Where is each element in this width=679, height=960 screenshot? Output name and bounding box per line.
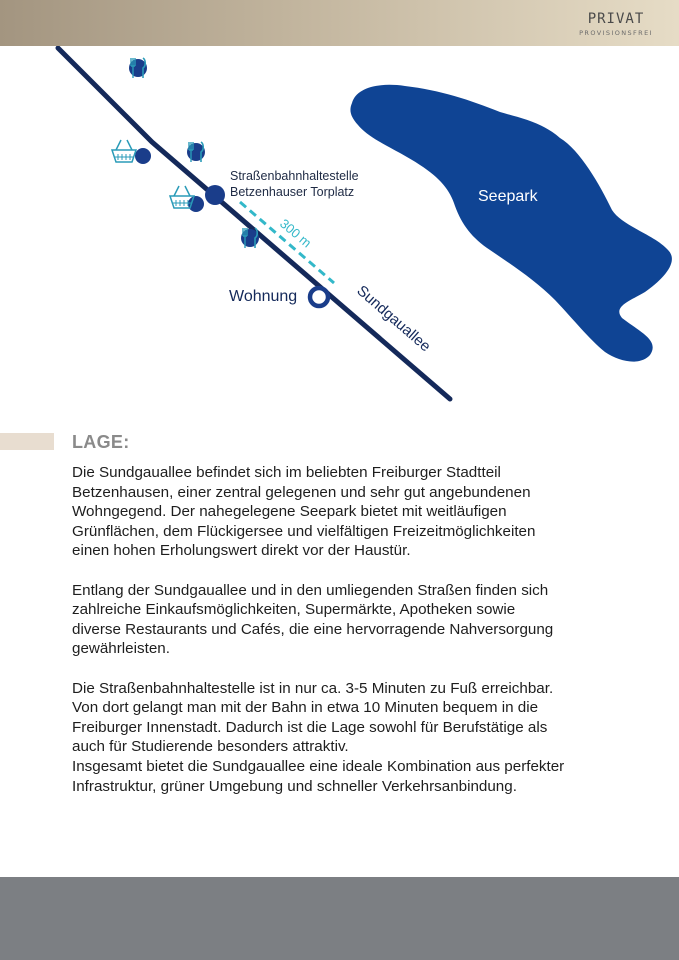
tram-stop-marker: [205, 185, 225, 205]
brand-title: PRIVAT: [587, 11, 645, 27]
paragraph-transport: Die Straßenbahnhaltestelle ist in nur ca. 3-5 Minuten zu Fuß erreichbar. Von dort gelangt man mit der Bahn in etwa 10 Minuten bequem in die Freiburger Innenstadt. Dadurch ist die Lage sowohl für Berufstätige als auch für Studierende besonders attraktiv. Insgesamt bietet die Sundgauallee eine ideale Kombination aus perfekter Infrastruktur, grüner Umgebung und schneller Verkehrsanbindung.: [72, 679, 565, 795]
restaurant-icon: [129, 58, 147, 78]
street-label: Sundgauallee: [353, 282, 434, 356]
seepark-label: Seepark: [478, 188, 538, 205]
shopping-basket-icon: [170, 186, 194, 208]
section-body: [72, 463, 632, 796]
section-title: LAGE:: [72, 432, 130, 452]
header-bar: [0, 0, 679, 46]
location-map: [0, 46, 679, 416]
brand-subtitle: PROVISIONSFREI: [579, 29, 653, 37]
apartment-marker: [310, 288, 328, 306]
tram-stop-label-line1: Straßenbahnhaltestelle: [230, 169, 359, 183]
paragraph-shopping: Entlang der Sundgauallee und in den umliegenden Straßen finden sich zahlreiche Einkaufsmöglichkeiten, Supermärkte, Apotheken sowie diverse Restaurants und Cafés, die eine hervorragende Nahversorgung gewährleisten.: [72, 581, 554, 658]
restaurant-icon: [241, 228, 259, 248]
footer-bar: [0, 877, 679, 960]
brand-logo: [571, 10, 661, 38]
section-accent-bar: [0, 433, 54, 450]
poi-dot: [188, 196, 204, 212]
tram-stop-label-line2: Betzenhauser Torplatz: [230, 185, 355, 199]
restaurant-icon: [187, 142, 205, 162]
paragraph-location: Die Sundgauallee befindet sich im beliebten Freiburger Stadtteil Betzenhausen, einer zentral gelegenen und sehr gut angebundenen Wohngegend. Der nahegelegene Seepark bietet mit weitläufigen Grünflächen, dem Flückigersee und vielfältigen Freizeitmöglichkeiten einen hohen Erholungswert direkt vor der Haustür.: [72, 464, 536, 560]
distance-label: 300 m: [277, 215, 315, 251]
apartment-label: Wohnung: [229, 288, 298, 305]
poi-dot: [135, 148, 151, 164]
shopping-basket-icon: [112, 140, 136, 162]
